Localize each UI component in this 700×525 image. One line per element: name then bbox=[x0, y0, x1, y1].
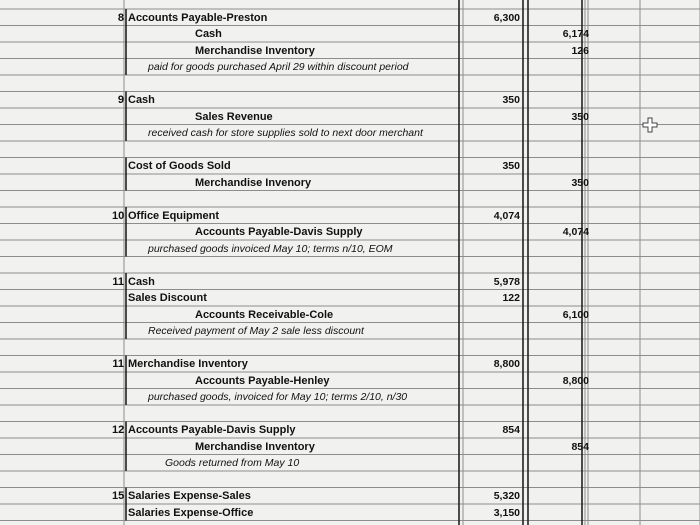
debit-amount[interactable]: 4,074 bbox=[493, 209, 520, 222]
credit-amount[interactable]: 126 bbox=[571, 44, 589, 57]
credit-amount[interactable]: 350 bbox=[571, 110, 589, 123]
credit-amount[interactable]: 6,174 bbox=[562, 28, 589, 40]
memo-text[interactable]: Received payment of May 2 sale less discount bbox=[148, 325, 364, 337]
debit-amount[interactable]: 8,800 bbox=[493, 358, 520, 370]
account-name[interactable]: Merchandise Inventory bbox=[195, 440, 315, 453]
debit-amount[interactable]: 5,978 bbox=[493, 275, 520, 288]
memo-text[interactable]: Goods returned from May 10 bbox=[165, 457, 300, 469]
entry-number[interactable]: 11 bbox=[112, 275, 124, 288]
debit-amount[interactable]: 854 bbox=[502, 424, 520, 436]
entry-number[interactable]: 12 bbox=[112, 424, 125, 436]
account-name[interactable]: Merchandise Invenory bbox=[195, 176, 312, 189]
entry-number[interactable]: 11 bbox=[112, 358, 124, 370]
account-name[interactable]: Accounts Payable-Preston bbox=[128, 11, 268, 24]
account-name[interactable]: Office Equipment bbox=[128, 209, 220, 222]
memo-text[interactable]: paid for goods purchased April 29 within discount period bbox=[148, 61, 409, 73]
debit-amount[interactable]: 350 bbox=[502, 160, 520, 172]
account-name[interactable]: Cash bbox=[128, 275, 155, 288]
entry-number[interactable]: 15 bbox=[112, 490, 125, 502]
debit-amount[interactable]: 350 bbox=[502, 94, 520, 106]
credit-amount[interactable]: 350 bbox=[571, 176, 589, 189]
entry-number[interactable]: 10 bbox=[112, 209, 125, 222]
account-name[interactable]: Salaries Expense-Office bbox=[128, 506, 254, 519]
account-name[interactable]: Accounts Payable-Davis Supply bbox=[195, 226, 363, 238]
debit-amount[interactable]: 122 bbox=[502, 292, 520, 304]
debit-amount[interactable]: 3,150 bbox=[493, 506, 520, 519]
memo-text[interactable]: received cash for store supplies sold to next door merchant bbox=[148, 127, 423, 139]
cell-cursor-icon bbox=[642, 117, 658, 133]
account-name[interactable]: Cash bbox=[195, 28, 222, 40]
entry-number[interactable]: 8 bbox=[117, 11, 124, 24]
memo-text[interactable]: purchased goods invoiced May 10; terms n/10, EOM bbox=[148, 242, 393, 255]
account-name[interactable]: Salaries Expense-Sales bbox=[128, 490, 251, 502]
credit-amount[interactable]: 854 bbox=[571, 440, 589, 453]
account-name[interactable]: Accounts Payable-Davis Supply bbox=[128, 424, 296, 436]
account-name[interactable]: Sales Discount bbox=[128, 292, 207, 304]
account-name[interactable]: Merchandise Inventory bbox=[195, 44, 315, 57]
memo-text[interactable]: purchased goods, invoiced for May 10; terms 2/10, n/30 bbox=[148, 391, 408, 403]
account-name[interactable]: Accounts Payable-Henley bbox=[195, 374, 330, 387]
account-name[interactable]: Cost of Goods Sold bbox=[128, 160, 231, 172]
account-name[interactable]: Sales Revenue bbox=[195, 110, 273, 123]
account-name[interactable]: Cash bbox=[128, 94, 155, 106]
debit-amount[interactable]: 5,320 bbox=[493, 490, 520, 502]
account-name[interactable]: Accounts Receivable-Cole bbox=[195, 308, 334, 321]
credit-amount[interactable]: 8,800 bbox=[562, 374, 589, 387]
credit-amount[interactable]: 6,100 bbox=[562, 308, 589, 321]
credit-amount[interactable]: 4,074 bbox=[562, 226, 589, 238]
entry-number[interactable]: 9 bbox=[117, 94, 124, 106]
account-name[interactable]: Merchandise Inventory bbox=[128, 358, 248, 370]
debit-amount[interactable]: 6,300 bbox=[493, 11, 520, 24]
